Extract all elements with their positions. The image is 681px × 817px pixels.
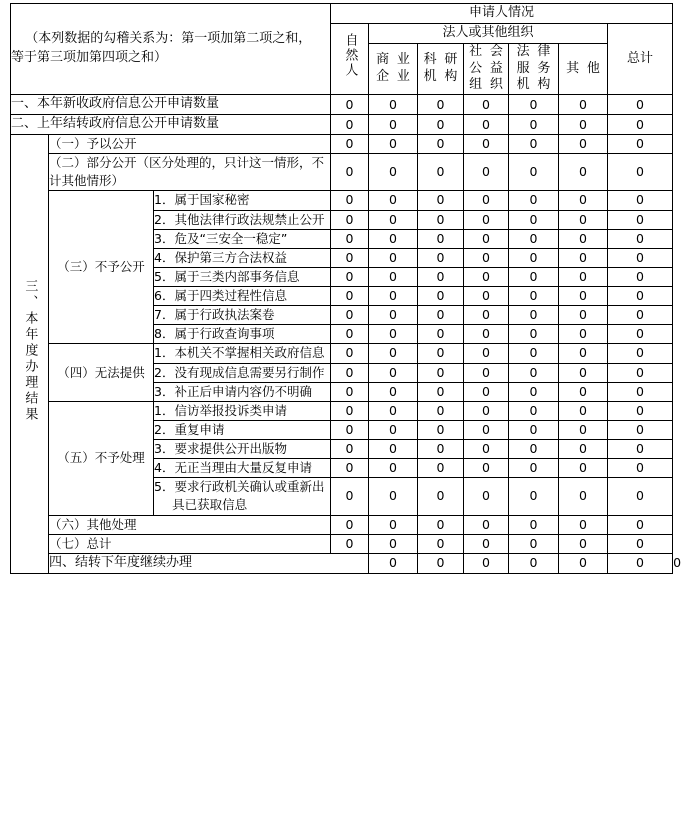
cell-value: 0: [559, 306, 608, 325]
cell-value: 0: [331, 306, 369, 325]
cell-value: 0: [331, 401, 369, 420]
cell-value: 0: [464, 420, 509, 439]
cell-value: 0: [509, 420, 559, 439]
header-research-institution: 科研机构: [418, 43, 464, 95]
cell-value: 0: [608, 325, 673, 344]
row-label-group-5: （五）不予处理: [49, 401, 154, 515]
note-line-2: 等于第三项加第四项之和）: [11, 50, 168, 66]
cell-value: 0: [509, 154, 559, 191]
cell-value: 0: [559, 553, 608, 573]
table-row-section-4: 四、结转下年度继续办理 0 0 0 0 0 0 0: [11, 553, 673, 573]
cell-value: 0: [369, 363, 418, 382]
row-label-group-6: （六）其他处理: [49, 515, 331, 534]
row-label-item: 1．信访举报投诉类申请: [154, 401, 331, 420]
cell-value: 0: [369, 534, 418, 553]
cell-value: 0: [608, 553, 673, 573]
section-3-vertical-label: 三、本年度办理结果: [22, 279, 38, 424]
cell-value: 0: [418, 459, 464, 478]
cell-value: 0: [464, 382, 509, 401]
cell-value: 0: [418, 229, 464, 248]
cell-value: 0: [369, 248, 418, 267]
cell-value: 0: [369, 135, 418, 154]
cell-value: 0: [369, 515, 418, 534]
cell-value: 0: [464, 287, 509, 306]
row-label-item: 2．没有现成信息需要另行制作: [154, 363, 331, 382]
cell-value: 0: [559, 420, 608, 439]
cell-value: 0: [418, 287, 464, 306]
cell-value: 0: [464, 248, 509, 267]
cell-value: 0: [418, 191, 464, 210]
cell-value: 0: [608, 382, 673, 401]
table-row-group-3-item-1: [11, 191, 673, 210]
cell-value: 0: [331, 325, 369, 344]
cell-value: 0: [509, 229, 559, 248]
item-line-2: 具已获取信息: [172, 497, 248, 513]
note-line-1: （本列数据的勾稽关系为：第一项加第二项之和，: [25, 31, 312, 47]
cell-value: 0: [418, 115, 464, 135]
cell-value: 0: [369, 420, 418, 439]
cell-value: 0: [559, 95, 608, 115]
cell-value: 0: [559, 363, 608, 382]
header-row-applicant-group: [11, 4, 673, 24]
cell-value: 0: [559, 344, 608, 363]
cell-value: 0: [331, 363, 369, 382]
row-label-item: 4．无正当理由大量反复申请: [154, 459, 331, 478]
cell-value: 0: [509, 363, 559, 382]
cell-value: 0: [331, 478, 369, 515]
cell-value: 0: [509, 306, 559, 325]
cell-value: 0: [464, 553, 509, 573]
header-natural-person-label: 自然人: [342, 33, 358, 79]
cell-value: 0: [559, 115, 608, 135]
header-total: 总计: [608, 23, 673, 95]
cell-value: 0: [509, 267, 559, 286]
cell-value: 0: [509, 440, 559, 459]
cell-value: 0: [464, 325, 509, 344]
cell-value: 0: [509, 95, 559, 115]
row-label-item: 1．本机关不掌握相关政府信息: [154, 344, 331, 363]
cell-value: 0: [608, 154, 673, 191]
cell-value: 0: [559, 459, 608, 478]
row-label-section-2: 二、上年结转政府信息公开申请数量: [11, 115, 331, 135]
cell-value: 0: [369, 287, 418, 306]
cell-value: 0: [608, 344, 673, 363]
note-cell: [11, 4, 331, 95]
cell-value: 0: [418, 267, 464, 286]
cell-value: 0: [608, 534, 673, 553]
cell-value: 0: [464, 95, 509, 115]
cell-value: 0: [464, 478, 509, 515]
row-label-item: [154, 478, 331, 515]
cell-value: 0: [559, 382, 608, 401]
cell-value: 0: [608, 267, 673, 286]
cell-value: 0: [559, 267, 608, 286]
cell-value: 0: [369, 459, 418, 478]
cell-value: 0: [464, 306, 509, 325]
header-social-welfare-org: 社会公益组织: [464, 43, 509, 95]
cell-value: 0: [608, 95, 673, 115]
cell-value: 0: [509, 553, 559, 573]
cell-value: 0: [369, 382, 418, 401]
row-label-group-1: （一）予以公开: [49, 135, 331, 154]
row-label-item: 7．属于行政执法案卷: [154, 306, 331, 325]
cell-value: 0: [418, 515, 464, 534]
cell-value: 0: [331, 267, 369, 286]
cell-value: 0: [509, 287, 559, 306]
cell-value: 0: [509, 191, 559, 210]
table-row-group-4-item-1: [11, 344, 673, 363]
cell-value: 0: [559, 401, 608, 420]
cell-value: 0: [331, 459, 369, 478]
table-row-group-1: [11, 135, 673, 154]
row-label-group-7: （七）总计: [49, 534, 331, 553]
cell-value: 0: [608, 191, 673, 210]
cell-value: 0: [608, 306, 673, 325]
cell-value: 0: [464, 135, 509, 154]
cell-value: 0: [608, 229, 673, 248]
item-line-1: 5．要求行政机关确认或重新出: [154, 479, 325, 495]
cell-value: 0: [418, 553, 464, 573]
cell-value: 0: [559, 325, 608, 344]
cell-value: 0: [369, 191, 418, 210]
cell-value: 0: [464, 515, 509, 534]
cell-value: 0: [559, 534, 608, 553]
cell-value: 0: [509, 401, 559, 420]
cell-value: 0: [509, 459, 559, 478]
cell-value: 0: [418, 440, 464, 459]
government-information-disclosure-table: [10, 3, 681, 574]
cell-value: 0: [331, 135, 369, 154]
cell-value: 0: [331, 420, 369, 439]
cell-value: 0: [509, 248, 559, 267]
cell-value: 0: [509, 135, 559, 154]
table-row-section-1: [11, 95, 673, 115]
cell-value: 0: [464, 344, 509, 363]
cell-value: 0: [464, 229, 509, 248]
cell-value: 0: [608, 287, 673, 306]
cell-value: 0: [464, 115, 509, 135]
cell-value: 0: [369, 229, 418, 248]
cell-value: 0: [331, 210, 369, 229]
cell-value: 0: [608, 459, 673, 478]
cell-value: 0: [559, 154, 608, 191]
cell-value: 0: [464, 401, 509, 420]
table-row-section-2: [11, 115, 673, 135]
cell-value: 0: [464, 210, 509, 229]
header-legal-service-org: 法律服务机构: [509, 43, 559, 95]
cell-value: 0: [509, 515, 559, 534]
cell-value: 0: [418, 344, 464, 363]
cell-value: 0: [418, 401, 464, 420]
cell-value: 0: [369, 154, 418, 191]
cell-value: 0: [369, 478, 418, 515]
row-label-item: 3．补正后申请内容仍不明确: [154, 382, 331, 401]
cell-value: 0: [559, 287, 608, 306]
cell-value: 0: [464, 363, 509, 382]
cell-value: 0: [369, 210, 418, 229]
cell-value: 0: [559, 478, 608, 515]
cell-value: 0: [418, 154, 464, 191]
cell-value: 0: [369, 401, 418, 420]
cell-value: 0: [464, 440, 509, 459]
cell-value: 0: [608, 210, 673, 229]
cell-value: 0: [369, 344, 418, 363]
cell-value: 0: [331, 115, 369, 135]
row-label-item: 5．属于三类内部事务信息: [154, 267, 331, 286]
header-other: 其他: [559, 43, 608, 95]
cell-value: 0: [608, 135, 673, 154]
cell-value: 0: [608, 420, 673, 439]
cell-value: 0: [509, 478, 559, 515]
row-label-item: 4．保护第三方合法权益: [154, 248, 331, 267]
header-commercial-enterprise: 商业企业: [369, 43, 418, 95]
cell-value: 0: [331, 515, 369, 534]
cell-value: 0: [418, 95, 464, 115]
cell-value: 0: [331, 248, 369, 267]
cell-value: 0: [418, 363, 464, 382]
row-label-section-1: 一、本年新收政府信息公开申请数量: [11, 95, 331, 115]
row-label-item: 3．要求提供公开出版物: [154, 440, 331, 459]
cell-value: 0: [608, 115, 673, 135]
cell-value: 0: [331, 154, 369, 191]
cell-value: 0: [608, 248, 673, 267]
cell-value: 0: [608, 440, 673, 459]
cell-value: 0: [464, 459, 509, 478]
cell-value: 0: [369, 553, 418, 573]
cell-value: 0: [509, 325, 559, 344]
cell-value: 0: [559, 248, 608, 267]
row-label-item: 2．其他法律行政法规禁止公开: [154, 210, 331, 229]
cell-value: 0: [608, 401, 673, 420]
cell-value: 0: [331, 191, 369, 210]
cell-value: 0: [331, 440, 369, 459]
table-row-group-2: [11, 154, 673, 191]
row-label-group-2: [49, 154, 331, 191]
cell-value: 0: [369, 440, 418, 459]
cell-value: 0: [464, 267, 509, 286]
cell-value: 0: [331, 382, 369, 401]
cell-value: 0: [464, 191, 509, 210]
cell-value: 0: [509, 534, 559, 553]
cell-value: 0: [331, 534, 369, 553]
cell-value: 0: [464, 154, 509, 191]
cell-value: 0: [559, 191, 608, 210]
cell-value: 0: [509, 382, 559, 401]
cell-value: 0: [369, 95, 418, 115]
cell-value: 0: [331, 229, 369, 248]
cell-value: 0: [331, 344, 369, 363]
cell-value: 0: [608, 363, 673, 382]
cell-value: 0: [418, 478, 464, 515]
header-natural-person: [331, 23, 369, 95]
cell-value: 0: [559, 440, 608, 459]
table-row-group-6: [11, 515, 673, 534]
row-label-item: 3．危及“三安全一稳定”: [154, 229, 331, 248]
cell-value: 0: [418, 325, 464, 344]
cell-value: 0: [509, 210, 559, 229]
row-label-section-3: [11, 135, 49, 574]
cell-value: 0: [509, 344, 559, 363]
row-label-group-3: （三）不予公开: [49, 191, 154, 344]
row-label-group-4: （四）无法提供: [49, 344, 154, 401]
cell-value: 0: [331, 95, 369, 115]
cell-value: 0: [608, 478, 673, 515]
cell-value: 0: [418, 210, 464, 229]
row-label-item: 1．属于国家秘密: [154, 191, 331, 210]
row-label-item: 8．属于行政查询事项: [154, 325, 331, 344]
group-2-line-1: （二）部分公开（区分处理的，只计这一情形，不: [49, 155, 325, 171]
row-label-section-4: 四、结转下年度继续办理: [49, 553, 369, 573]
cell-value: 0: [418, 306, 464, 325]
cell-value: 0: [559, 229, 608, 248]
cell-value: 0: [418, 382, 464, 401]
cell-value: 0: [608, 515, 673, 534]
cell-value: 0: [509, 115, 559, 135]
table-row-group-7: [11, 534, 673, 553]
header-applicant-group: 申请人情况: [331, 4, 673, 24]
cell-value: 0: [369, 306, 418, 325]
cell-value: 0: [369, 325, 418, 344]
cell-value: 0: [331, 287, 369, 306]
cell-value: 0: [369, 115, 418, 135]
table-row-group-5-item-1: [11, 401, 673, 420]
cell-value: 0: [418, 135, 464, 154]
cell-value: 0: [418, 420, 464, 439]
row-label-item: 2．重复申请: [154, 420, 331, 439]
cell-value: 0: [464, 534, 509, 553]
cell-value: 0: [559, 515, 608, 534]
group-2-line-2: 计其他情形）: [49, 173, 125, 189]
cell-value: 0: [559, 210, 608, 229]
cell-value: 0: [369, 267, 418, 286]
cell-value: 0: [559, 135, 608, 154]
cell-value: 0: [418, 534, 464, 553]
cell-value: 0: [418, 248, 464, 267]
header-legal-entity-group: 法人或其他组织: [369, 23, 608, 43]
row-label-item: 6．属于四类过程性信息: [154, 287, 331, 306]
